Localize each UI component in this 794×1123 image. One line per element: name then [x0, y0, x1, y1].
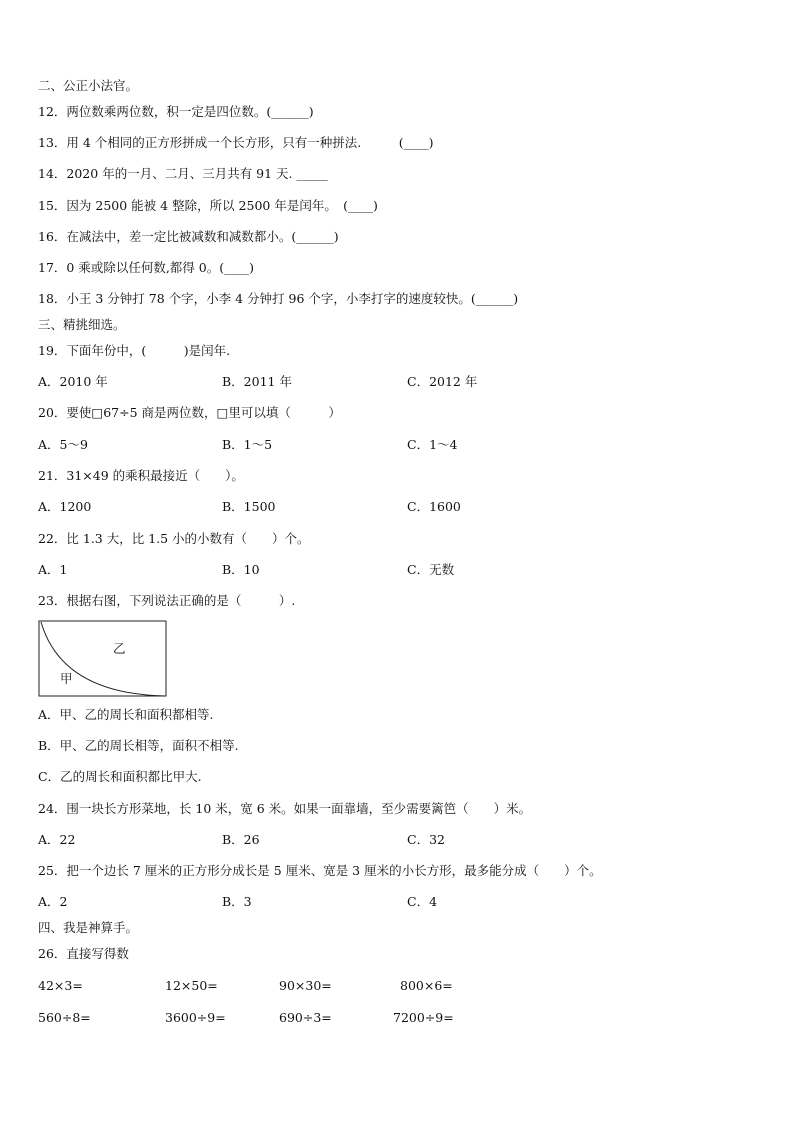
question-23: 23．根据右图，下列说法正确的是（ ）.	[38, 593, 296, 608]
option-22-b: B．10	[222, 562, 260, 577]
section-heading-choice: 三、精挑细选。	[38, 317, 126, 332]
question-14: 14．2020 年的一月、二月、三月共有 91 天. _____	[38, 166, 328, 181]
option-22-a: A．1	[38, 562, 68, 577]
question-19: 19．下面年份中，( )是闰年.	[38, 343, 231, 358]
option-19-b: B．2011 年	[222, 374, 292, 389]
calc-item: 690÷3=	[279, 1010, 332, 1025]
calc-item: 42×3=	[38, 978, 83, 993]
option-21-a: A．1200	[38, 499, 92, 514]
rectangle-arc-diagram	[38, 620, 168, 698]
option-21-b: B．1500	[222, 499, 276, 514]
option-19-a: A．2010 年	[38, 374, 108, 389]
figure-label-jia: 甲	[60, 671, 73, 686]
figure-rectangle	[39, 621, 166, 696]
option-23-a: A．甲、乙的周长和面积都相等.	[38, 707, 214, 722]
calc-item: 7200÷9=	[393, 1010, 454, 1025]
option-19-c: C．2012 年	[407, 374, 478, 389]
calc-item: 12×50=	[165, 978, 218, 993]
option-24-a: A．22	[38, 832, 76, 847]
question-18: 18．小王 3 分钟打 78 个字，小李 4 分钟打 96 个字，小李打字的速度较快。(______)	[38, 291, 519, 306]
option-25-b: B．3	[222, 894, 252, 909]
section-heading-judgment: 二、公正小法官。	[38, 78, 139, 93]
calc-item: 90×30=	[279, 978, 332, 993]
option-24-b: B．26	[222, 832, 260, 847]
option-25-a: A．2	[38, 894, 68, 909]
option-20-b: B．1～5	[222, 437, 273, 452]
question-15: 15．因为 2500 能被 4 整除，所以 2500 年是闰年。 (____)	[38, 198, 378, 213]
option-21-c: C．1600	[407, 499, 461, 514]
option-20-a: A．5～9	[38, 437, 88, 452]
figure-label-yi: 乙	[113, 641, 126, 656]
option-22-c: C．无数	[407, 562, 455, 577]
question-24: 24．围一块长方形菜地，长 10 米，宽 6 米。如果一面靠墙，至少需要篱笆（ ）米。	[38, 801, 532, 816]
option-23-c: C．乙的周长和面积都比甲大.	[38, 769, 202, 784]
option-24-c: C．32	[407, 832, 445, 847]
question-16: 16．在减法中，差一定比被减数和减数都小。(______)	[38, 229, 339, 244]
question-20: 20．要使□67÷5 商是两位数，□里可以填（ ）	[38, 405, 341, 420]
calc-item: 560÷8=	[38, 1010, 91, 1025]
option-20-c: C．1～4	[407, 437, 458, 452]
question-17: 17．0 乘或除以任何数,都得 0。(____)	[38, 260, 254, 275]
option-23-b: B．甲、乙的周长相等，面积不相等.	[38, 738, 239, 753]
calc-item: 800×6=	[400, 978, 453, 993]
question-12: 12．两位数乘两位数，积一定是四位数。(______)	[38, 104, 314, 119]
question-26: 26．直接写得数	[38, 946, 129, 961]
option-25-c: C．4	[407, 894, 438, 909]
question-13: 13．用 4 个相同的正方形拼成一个长方形，只有一种拼法. (____)	[38, 135, 434, 150]
question-25: 25．把一个边长 7 厘米的正方形分成长是 5 厘米、宽是 3 厘米的小长方形，最多能分成（ ）个。	[38, 863, 602, 878]
question-21: 21．31×49 的乘积最接近（ ）。	[38, 468, 244, 483]
question-22: 22．比 1.3 大，比 1.5 小的小数有（ ）个。	[38, 531, 310, 546]
calc-item: 3600÷9=	[165, 1010, 226, 1025]
section-heading-calculation: 四、我是神算手。	[38, 920, 139, 935]
rectangle-arc-figure	[38, 620, 168, 698]
